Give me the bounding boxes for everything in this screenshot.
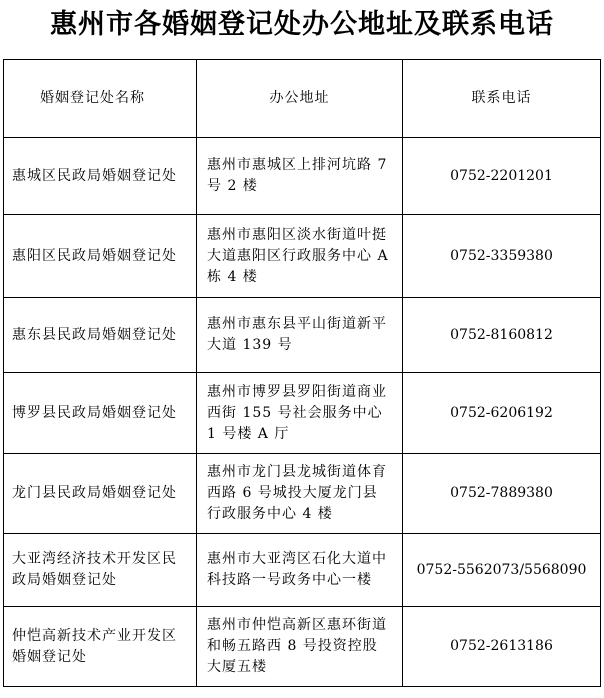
office-phone: 0752-7889380 [403, 454, 601, 534]
office-name: 惠城区民政局婚姻登记处 [4, 138, 197, 215]
header-phone: 联系电话 [403, 60, 601, 138]
office-name: 惠东县民政局婚姻登记处 [4, 298, 197, 373]
office-phone: 0752-3359380 [403, 215, 601, 298]
office-name: 大亚湾经济技术开发区民政局婚姻登记处 [4, 534, 197, 607]
office-name: 仲恺高新技术产业开发区婚姻登记处 [4, 607, 197, 687]
table-row [4, 534, 601, 607]
table-row [4, 138, 601, 215]
table-row [4, 215, 601, 298]
table-row [4, 607, 601, 687]
table-header-row [4, 60, 601, 138]
office-phone: 0752-2201201 [403, 138, 601, 215]
table-row [4, 373, 601, 454]
office-address: 惠州市惠城区上排河坑路 7 号 2 楼 [197, 138, 403, 215]
office-address: 惠州市惠东县平山街道新平大道 139 号 [197, 298, 403, 373]
office-address: 惠州市大亚湾区石化大道中科技路一号政务中心一楼 [197, 534, 403, 607]
office-name: 博罗县民政局婚姻登记处 [4, 373, 197, 454]
header-address: 办公地址 [197, 60, 403, 138]
office-address: 惠州市博罗县罗阳街道商业西街 155 号社会服务中心 1 号楼 A 厅 [197, 373, 403, 454]
office-name: 龙门县民政局婚姻登记处 [4, 454, 197, 534]
table-row [4, 454, 601, 534]
registry-table [3, 59, 601, 687]
office-address: 惠州市龙门县龙城街道体育西路 6 号城投大厦龙门县行政服务中心 4 楼 [197, 454, 403, 534]
office-phone: 0752-2613186 [403, 607, 601, 687]
office-phone: 0752-8160812 [403, 298, 601, 373]
office-address: 惠州市惠阳区淡水街道叶挺大道惠阳区行政服务中心 A 栋 4 楼 [197, 215, 403, 298]
page-title: 惠州市各婚姻登记处办公地址及联系电话 [50, 9, 554, 40]
office-phone: 0752-5562073/5568090 [403, 534, 601, 607]
header-name: 婚姻登记处名称 [4, 60, 197, 138]
table-row [4, 298, 601, 373]
office-address: 惠州市仲恺高新区惠环街道和畅五路西 8 号投资控股大厦五楼 [197, 607, 403, 687]
office-name: 惠阳区民政局婚姻登记处 [4, 215, 197, 298]
office-phone: 0752-6206192 [403, 373, 601, 454]
